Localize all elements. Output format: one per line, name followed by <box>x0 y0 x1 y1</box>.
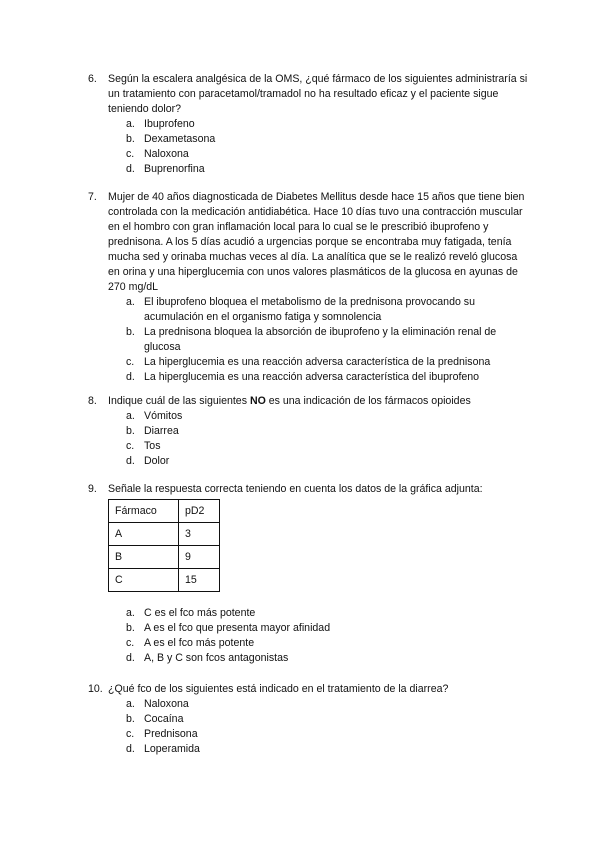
option-a <box>126 409 528 424</box>
option-letter: c. <box>126 356 135 368</box>
option-c <box>126 727 528 742</box>
option-list <box>126 295 528 385</box>
table-row <box>109 523 220 546</box>
option-letter: a. <box>126 607 135 619</box>
option-c <box>126 636 528 651</box>
option-c <box>126 355 528 370</box>
option-letter: c. <box>126 637 135 649</box>
option-letter: c. <box>126 440 135 452</box>
option-letter: c. <box>126 728 135 740</box>
option-d <box>126 454 528 469</box>
option-a <box>126 697 528 712</box>
question-number: 10. <box>88 683 103 695</box>
option-b <box>126 712 528 727</box>
question-text: ¿Qué fco de los siguientes está indicado en el tratamiento de la diarrea? <box>108 683 449 695</box>
option-letter: b. <box>126 133 135 145</box>
option-text: Diarrea <box>144 425 179 437</box>
option-d <box>126 742 528 757</box>
option-letter: b. <box>126 713 135 725</box>
option-text: Ibuprofeno <box>144 118 195 130</box>
option-letter: b. <box>126 622 135 634</box>
option-letter: b. <box>126 326 135 338</box>
option-text: Buprenorfina <box>144 163 205 175</box>
option-text: Tos <box>144 440 161 452</box>
option-text: Prednisona <box>144 728 198 740</box>
option-letter: c. <box>126 148 135 160</box>
option-text: A es el fco más potente <box>144 637 255 649</box>
option-letter: d. <box>126 743 135 755</box>
option-letter: d. <box>126 455 135 467</box>
option-text: El ibuprofeno bloquea el metabolismo de la prednisona provocando su acumulación en el organismo fatiga y somnolencia <box>144 296 475 323</box>
option-b <box>126 424 528 439</box>
table-cell: 15 <box>179 569 220 592</box>
option-text: Naloxona <box>144 698 189 710</box>
table-cell: A <box>109 523 179 546</box>
option-letter: d. <box>126 371 135 383</box>
option-a <box>126 606 528 621</box>
question-10 <box>88 682 528 757</box>
option-text: C es el fco más potente <box>144 607 256 619</box>
option-list <box>126 606 528 666</box>
question-text <box>108 394 528 409</box>
option-d <box>126 370 528 385</box>
option-a <box>126 295 528 325</box>
option-b <box>126 621 528 636</box>
question-9 <box>88 482 528 666</box>
table-row <box>109 569 220 592</box>
option-letter: d. <box>126 652 135 664</box>
option-letter: a. <box>126 296 135 308</box>
question-text-start: Indique cuál de las siguientes <box>108 395 250 407</box>
data-table <box>108 499 220 592</box>
question-number: 6. <box>88 73 97 85</box>
option-letter: d. <box>126 163 135 175</box>
question-text: Mujer de 40 años diagnosticada de Diabetes Mellitus desde hace 15 años que tiene bien controlada con la medicación antidiabética. Hace 10 días tuvo una contracción muscular en el hombro con gran inflamación local para lo cual se le prescribió ibuprofeno y prednisona. A los 5 días acudió a urgencias porque se encontraba muy fatigada, tenía mucha sed y orinaba muchas veces al día. La analítica que se le realizó reveló glucosa en orina y una hiperglucemia con unos valores plasmáticos de la glucosa en ayunas de 270 mg/dL <box>108 191 525 293</box>
option-text: A, B y C son fcos antagonistas <box>144 652 289 664</box>
option-list <box>126 697 528 757</box>
option-text: Vómitos <box>144 410 183 422</box>
option-d <box>126 651 528 666</box>
table-header-row <box>109 500 220 523</box>
table-cell: 3 <box>179 523 220 546</box>
question-text-emphasis: NO <box>249 395 266 407</box>
question-6 <box>88 72 528 177</box>
question-number: 9. <box>88 483 97 495</box>
question-text-end: es una indicación de los fármacos opioides <box>265 395 471 407</box>
table-header-cell: Fármaco <box>109 500 179 523</box>
option-a <box>126 117 528 132</box>
question-8 <box>88 394 528 469</box>
option-letter: a. <box>126 698 135 710</box>
question-number: 8. <box>88 395 97 407</box>
option-text: Naloxona <box>144 148 189 160</box>
question-7 <box>88 190 528 385</box>
option-letter: a. <box>126 410 135 422</box>
table-row <box>109 546 220 569</box>
option-text: Dexametasona <box>144 133 216 145</box>
table-cell: 9 <box>179 546 220 569</box>
option-b <box>126 132 528 147</box>
table-cell: B <box>109 546 179 569</box>
option-text: Cocaína <box>144 713 184 725</box>
option-list <box>126 117 528 177</box>
table-header-cell: pD2 <box>179 500 220 523</box>
option-text: A es el fco que presenta mayor afinidad <box>144 622 331 634</box>
option-d <box>126 162 528 177</box>
option-c <box>126 439 528 454</box>
option-text: La hiperglucemia es una reacción adversa característica del ibuprofeno <box>144 371 480 383</box>
option-text: La prednisona bloquea la absorción de ibuprofeno y la eliminación renal de glucosa <box>144 326 497 353</box>
option-letter: a. <box>126 118 135 130</box>
option-c <box>126 147 528 162</box>
question-text: Según la escalera analgésica de la OMS, ¿qué fármaco de los siguientes administraría si un tratamiento con paracetamol/tramadol no ha resultado eficaz y el paciente sigue teniendo dolor? <box>108 73 528 115</box>
option-b <box>126 325 528 355</box>
question-number: 7. <box>88 191 97 203</box>
table-cell: C <box>109 569 179 592</box>
question-text: Señale la respuesta correcta teniendo en cuenta los datos de la gráfica adjunta: <box>108 483 483 495</box>
option-text: La hiperglucemia es una reacción adversa característica de la prednisona <box>144 356 491 368</box>
option-list <box>126 409 528 469</box>
option-text: Loperamida <box>144 743 200 755</box>
option-text: Dolor <box>144 455 170 467</box>
option-letter: b. <box>126 425 135 437</box>
